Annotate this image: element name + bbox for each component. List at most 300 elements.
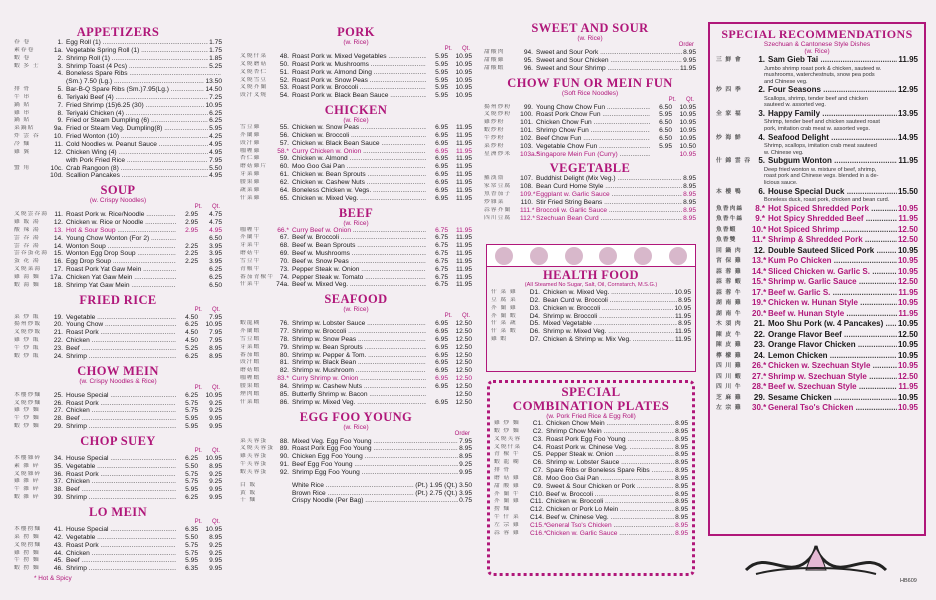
item-number: 86. — [279, 398, 289, 406]
item-number: 61. — [279, 171, 289, 179]
item-chinese-name: 叉燒菜湯 — [14, 266, 42, 273]
item-name: (Sm.) 7.50 (Lg.) ..... — [66, 78, 204, 86]
menu-item — [494, 475, 688, 483]
item-price: 4.95 — [209, 140, 222, 148]
item-name: Sweet and Sour Shrimp ..... — [536, 65, 679, 73]
item-price: 8.95 — [683, 191, 696, 199]
menu-item — [240, 399, 472, 407]
menu-item — [240, 367, 472, 375]
item-price: 10.95 — [897, 340, 918, 350]
item-number: 85. — [279, 390, 289, 398]
lotus-ornament-icon — [736, 540, 896, 580]
item-price: 4.25 — [209, 133, 222, 141]
item-description: Boneless duck, roast pork, chicken and bean curd. — [764, 197, 890, 204]
item-chinese-name: 羅漢齋 — [484, 175, 505, 182]
item-price: 14.95 — [897, 132, 918, 142]
chow-fun-title: CHOW FUN OR MEIN FUN — [507, 75, 673, 90]
item-number: 37. — [53, 478, 63, 486]
item-price-quart: 6.25 — [209, 273, 222, 281]
item-name: Roast Pork w. Black Bean Sauce ..... — [292, 92, 426, 100]
vegetable-title: VEGETABLE — [549, 161, 631, 176]
item-name: Crab Rangoon (8) ..... — [66, 165, 208, 173]
item-chinese-name: 蝦 炒 麵 — [14, 423, 40, 430]
item-name: Beef w. Broccoli ..... — [292, 234, 426, 242]
item-description: Shrimp, tender beef and chicken sauteed roast — [764, 119, 880, 126]
item-name: Vegetable ..... — [66, 463, 176, 471]
item-chinese-name: 蝦 卷 — [14, 54, 31, 61]
item-number: D4. — [529, 312, 540, 320]
item-number: 74. — [279, 273, 289, 281]
item-number: 19.* — [752, 298, 767, 308]
item-price-quart: 6.25 — [209, 266, 222, 274]
item-chinese-name: 芥 蘭 蝦 — [491, 312, 517, 319]
menu-item — [14, 117, 222, 125]
item-price-pint: 2.25 — [185, 250, 198, 258]
item-price-quart: 7.95 — [209, 329, 222, 337]
item-price-pint: 6.95 — [435, 367, 448, 375]
item-chinese-name: 牛 撈 麵 — [14, 557, 40, 564]
menu-item — [494, 451, 688, 459]
item-chinese-name — [14, 157, 50, 165]
item-chinese-name: 牛炒粉 — [484, 134, 505, 141]
menu-item — [14, 86, 222, 94]
item-number: 11.* — [752, 235, 766, 245]
item-name: Beef w. Hunan Style ..... — [768, 309, 897, 320]
menu-item — [14, 149, 222, 157]
item-price: 8.95 — [675, 467, 688, 475]
item-number: 3. — [57, 62, 63, 70]
item-name: Moo Goo Gai Pan ..... — [546, 475, 674, 483]
item-price-pint: 6.75 — [435, 226, 448, 234]
item-price: 10.95 — [897, 203, 918, 213]
item-chinese-name: 雞 蝦 — [491, 336, 508, 343]
item-chinese-name: 芽菜牛 — [240, 242, 261, 249]
item-price-pint: 6.95 — [435, 147, 448, 155]
item-price-pint: 6.95 — [435, 398, 448, 406]
item-name: with Pork Fried Rice ..... — [66, 157, 208, 165]
item-name: Roast Pork Chow Fun ..... — [536, 111, 650, 119]
menu-item — [14, 78, 222, 86]
item-price-quart: 3.95 — [209, 250, 222, 258]
item-name: Fried Wonton (10) ..... — [66, 133, 208, 141]
item-number: 5. — [758, 156, 765, 166]
item-name: Shrimp Chow Mein ..... — [546, 428, 674, 436]
item-number: C10. — [530, 490, 544, 498]
item-number: 52. — [279, 76, 289, 84]
menu-item — [484, 49, 696, 57]
item-name: Shrimp ..... — [66, 353, 176, 361]
combo-title-2: COMBINATION PLATES — [512, 398, 670, 413]
fried-rice-list — [14, 314, 222, 361]
item-price-pint: 6.75 — [435, 257, 448, 265]
item-chinese-name: 左 宗 雞 — [716, 405, 742, 412]
item-chinese-name: 檸 檬 雞 — [716, 352, 742, 359]
item-price: 8.95 — [683, 183, 696, 191]
chicken-title: CHICKEN — [324, 103, 388, 118]
item-number: 10.* — [752, 224, 767, 234]
menu-item — [240, 163, 472, 171]
item-price-quart: 8.95 — [209, 533, 222, 541]
item-price: 8.95 — [459, 453, 472, 461]
item-name: Fried Shrimp (15)6.25 (30) ..... — [66, 102, 204, 110]
item-number: C7. — [532, 467, 543, 475]
item-price-pint — [176, 282, 198, 290]
item-price: 10.95 — [674, 304, 691, 312]
item-chinese-name: 番茄蝦 — [240, 351, 261, 358]
item-number: 13.* — [752, 256, 767, 266]
item-price-quart: 12.50 — [455, 351, 472, 359]
menu-item — [14, 55, 222, 63]
soup-subtitle: (w. Crispy Noodles) — [89, 197, 147, 205]
menu-item — [716, 109, 918, 120]
item-name: Shrimp w. Broccoli ..... — [292, 328, 426, 336]
item-number — [276, 482, 292, 490]
item-price-quart: 10.95 — [455, 68, 472, 76]
item-price-pint: 6.95 — [435, 131, 448, 139]
menu-item — [494, 530, 688, 538]
item-number: 54. — [279, 92, 289, 100]
menu-item — [491, 297, 691, 305]
menu-item — [240, 92, 472, 100]
item-name: Chicken Yat Gaw Mein ..... — [66, 274, 176, 282]
item-price-pint — [176, 266, 198, 274]
item-description: licious sauce. — [764, 180, 798, 187]
menu-item — [240, 227, 472, 235]
menu-item — [14, 557, 222, 565]
menu-item — [494, 420, 688, 428]
item-name: Roast Pork ..... — [66, 329, 176, 337]
item-name: Broccoli w. Garlic Sauce ..... — [536, 207, 682, 215]
item-number: 101. — [520, 119, 533, 127]
menu-item — [14, 235, 222, 243]
item-name: Shrimp ..... — [66, 494, 176, 502]
item-number: 58.* — [277, 147, 289, 155]
menu-item — [14, 542, 222, 550]
menu-item — [240, 497, 472, 505]
health-food-list — [491, 289, 691, 344]
item-description: Shrimp, scallops, imitation crab meat sauteed — [764, 143, 877, 150]
item-number: 14. — [53, 234, 63, 242]
menu-item — [14, 337, 222, 345]
item-name: Shrimp w. Bean Sprouts ..... — [292, 344, 426, 352]
item-number: 10c. — [50, 164, 63, 172]
item-name: Beef w. Chinese Veg. ..... — [546, 514, 674, 522]
item-number: 103. — [520, 142, 533, 150]
item-price-pint: 6.95 — [435, 328, 448, 336]
menu-item — [494, 444, 688, 452]
item-number: 1a. — [53, 46, 63, 54]
item-price-quart: 9.25 — [209, 399, 222, 407]
item-name: Shrimp w. Broccoli ..... — [543, 313, 674, 321]
item-price-quart: 3.95 — [209, 258, 222, 266]
item-chinese-name: 芥 蘭 雞 — [491, 304, 517, 311]
item-chinese-name: 蝦 龍 糊 — [494, 459, 520, 466]
item-name: Beef w. Bean Sprouts ..... — [292, 242, 426, 250]
item-chinese-name: 排 骨 — [14, 86, 31, 93]
menu-item — [491, 305, 691, 313]
item-name: Sesame Chicken ..... — [768, 393, 897, 404]
item-number: 88. — [279, 437, 289, 445]
menu-item — [716, 298, 918, 309]
item-price-pint: 5.95 — [435, 76, 448, 84]
item-chinese-name: 什菜蝦 — [240, 398, 261, 405]
menu-item — [716, 235, 918, 246]
item-name: Stir Fried String Beans ..... — [536, 199, 682, 207]
seafood-title: SEAFOOD — [324, 292, 388, 307]
item-name: Teriyaki Chicken (4) ..... — [66, 110, 208, 118]
item-number: 76. — [279, 320, 289, 328]
chow-fun-list — [484, 104, 696, 159]
pork-list — [240, 53, 472, 100]
item-number: 21. — [53, 329, 63, 337]
item-name: Brown Rice ..... — [292, 490, 414, 498]
item-name: Chicken ..... — [66, 478, 176, 486]
specials-list — [716, 55, 918, 414]
item-price: 6.25 — [209, 117, 222, 125]
menu-item — [716, 225, 918, 236]
item-price: 10.95 — [897, 392, 918, 402]
item-chinese-name — [14, 172, 50, 180]
item-number: 29. — [753, 392, 765, 402]
item-name: Shrimp w. Mushroom ..... — [292, 367, 426, 375]
item-number: C16.* — [530, 529, 547, 537]
item-number: 14. — [53, 242, 63, 250]
item-name: Chicken w. Almond ..... — [292, 155, 426, 163]
item-price: 12.50 — [897, 277, 918, 287]
item-name: House Special ..... — [66, 455, 176, 463]
menu-item — [14, 47, 222, 55]
item-number: 2. — [758, 85, 765, 95]
item-price-pint — [426, 391, 448, 399]
menu-item — [716, 351, 918, 362]
menu-item — [716, 361, 918, 372]
item-name: Beef w. Snow Peas ..... — [292, 258, 426, 266]
item-number: 108. — [520, 183, 533, 191]
item-price-pint: 2.95 — [185, 211, 198, 219]
item-name: Chicken w. Broccoli ..... — [292, 132, 426, 140]
item-price-pint: 6.75 — [435, 242, 448, 250]
item-number: C1. — [532, 420, 543, 427]
item-name: Roast Pork Yat Gaw Mein ..... — [66, 266, 176, 274]
item-chinese-name: 番茄青椒牛 — [240, 273, 274, 280]
item-number: D6. — [529, 328, 540, 336]
menu-item — [240, 242, 472, 250]
menu-item — [484, 199, 696, 207]
item-name: Roast Pork w. Snow Peas ..... — [292, 77, 426, 85]
menu-item — [14, 94, 222, 102]
item-name: Shrimp w. Snow Peas ..... — [292, 336, 426, 344]
item-price-pint: 6.95 — [435, 351, 448, 359]
item-price-quart: 10.95 — [455, 60, 472, 68]
item-number: 27. — [53, 407, 63, 415]
menu-item — [14, 211, 222, 219]
menu-item — [14, 274, 222, 282]
item-chinese-name: 黃 飯 — [240, 489, 257, 496]
item-price-quart: 11.95 — [455, 178, 472, 186]
item-price-pint: 6.35 — [185, 525, 198, 533]
item-number: 7. — [57, 101, 63, 109]
menu-item — [14, 353, 222, 361]
menu-item — [14, 70, 222, 78]
item-chinese-name: 甜酸肉 — [484, 49, 505, 55]
menu-item — [484, 119, 696, 127]
item-name: Sam Gieb Tai ..... — [768, 55, 897, 66]
item-chinese-name: 炒雜菜 — [484, 198, 505, 205]
menu-item — [14, 526, 222, 534]
item-number — [50, 157, 66, 165]
sweet-sour-list — [484, 49, 696, 73]
menu-item — [14, 407, 222, 415]
item-price: 10.95 — [897, 361, 918, 371]
item-name: Vegetable Chow Fun ..... — [536, 143, 650, 151]
menu-item — [716, 403, 918, 414]
item-price-quart: 11.95 — [455, 281, 472, 289]
item-chinese-name: 蘑菇雞片 — [240, 163, 268, 170]
item-chinese-name: 雪豆蝦 — [240, 335, 261, 342]
item-chinese-name: 雞 炒 飯 — [14, 337, 40, 344]
item-name: Hot Spiced Shredded Pork ..... — [768, 204, 897, 215]
menu-item — [716, 288, 918, 299]
item-chinese-name: 煙肉蝦 — [240, 390, 261, 397]
item-number: 15. — [53, 250, 63, 258]
item-name: Roast Pork w. Rice/Noodle ..... — [66, 211, 176, 219]
item-number: 73. — [279, 265, 289, 273]
item-number — [276, 490, 292, 498]
item-price: 8.95 — [678, 296, 691, 304]
item-price: 8.95 — [683, 49, 696, 56]
menu-item — [491, 320, 691, 328]
item-number: 34. — [53, 454, 63, 462]
item-number: D2. — [529, 296, 540, 304]
item-name: Sweet & Sour Chicken or Pork ..... — [546, 483, 674, 491]
item-name: Orange Flavor Chicken ..... — [768, 340, 897, 351]
item-name: Shrimp w. Mixed Veg. ..... — [543, 328, 674, 336]
menu-item — [494, 491, 688, 499]
item-number: 77. — [279, 328, 289, 336]
item-price-quart: 8.95 — [209, 345, 222, 352]
item-price-pint: 6.50 — [659, 103, 672, 111]
item-name: Young Chow ..... — [66, 321, 176, 329]
item-name: Buddhist Delight (Mix Veg.) ..... — [536, 175, 682, 183]
seafood-size-header: Pt. Qt. — [444, 313, 470, 320]
item-price-pint: 6.75 — [435, 234, 448, 242]
item-number: 1. — [57, 39, 63, 46]
item-number: 39. — [53, 494, 63, 502]
item-chinese-name: 牛 什 菜 — [494, 514, 520, 521]
item-price: 10.95 — [674, 289, 691, 296]
item-price: 8.95 — [683, 214, 696, 222]
item-name: Chicken w. Cashew Nuts ..... — [292, 179, 426, 187]
item-chinese-name: 本 樓 鴨 — [716, 188, 742, 195]
item-chinese-name: 雲 吞 湯 — [14, 234, 40, 241]
menu-item — [240, 453, 472, 461]
item-number: 9. — [57, 117, 63, 125]
item-number: 82. — [279, 367, 289, 375]
item-price: 8.95 — [675, 521, 688, 529]
item-chinese-name: 本樓炒麵 — [14, 391, 42, 398]
hot-spicy-note: * Hot & Spicy — [34, 575, 72, 583]
item-name: Shrimp Chow Fun ..... — [536, 127, 650, 135]
item-number: C8. — [532, 474, 543, 482]
item-chinese-name: 木 須 肉 — [716, 321, 742, 328]
chop-suey-list — [14, 455, 222, 502]
menu-item — [716, 393, 918, 404]
item-chinese-name: 芥蘭牛 — [240, 234, 261, 241]
item-number: 95. — [523, 56, 533, 64]
item-price-pint: 6.95 — [435, 375, 448, 383]
item-price-quart: 10.95 — [205, 321, 222, 329]
item-price-quart: 11.95 — [455, 234, 472, 242]
menu-item — [14, 345, 222, 353]
item-number: 22. — [53, 337, 63, 345]
item-chinese-name: 全 家 福 — [716, 110, 742, 117]
item-number: 41. — [53, 525, 63, 533]
item-number — [276, 497, 292, 505]
item-price: 11.95 — [898, 382, 918, 392]
item-name: Shrimp & Shredded Pork ..... — [768, 235, 897, 246]
fried-rice-title: FRIED RICE — [79, 292, 157, 307]
item-name: Shrimp Roll (1) ..... — [66, 55, 208, 63]
item-name: Chicken & Shrimp w. Mix Veg. ..... — [543, 336, 674, 344]
item-number: 69. — [279, 250, 289, 258]
item-price: 5.25 — [209, 62, 222, 70]
item-price-pint: 2.25 — [185, 242, 198, 250]
item-chinese-name: 腰果蝦 — [240, 383, 261, 389]
item-price-quart: 12.50 — [455, 367, 472, 375]
item-name: Chicken w. Black Bean Sauce ..... — [292, 140, 426, 148]
item-name: Beef ..... — [66, 415, 176, 423]
item-price-quart: 8.95 — [209, 462, 222, 470]
item-name: Roast Pork w. Broccoli ..... — [292, 84, 426, 92]
item-description: Scallops, shrimp, tender beef and chicken — [764, 95, 868, 102]
item-chinese-name: 豉汁叉燒 — [240, 92, 268, 99]
item-number: D7. — [529, 336, 540, 344]
item-name: Chicken w. Broccoli ..... — [546, 498, 674, 506]
item-price-quart: 11.95 — [455, 257, 472, 265]
item-number: 12. — [53, 148, 63, 156]
menu-item — [14, 463, 222, 471]
item-chinese-name: 蟹 角 — [14, 164, 31, 171]
item-chinese-name: 菜 炒 飯 — [14, 313, 40, 320]
item-price: 11.95 — [674, 336, 691, 344]
menu-item — [14, 314, 222, 322]
item-chinese-name: 咖喱雞 — [240, 147, 261, 154]
menu-item — [14, 102, 222, 110]
item-number: 17a. — [50, 273, 63, 281]
dancer-icon — [669, 247, 687, 265]
item-price: 8.95 — [459, 445, 472, 453]
item-price-quart: 9.25 — [209, 478, 222, 486]
menu-item — [494, 522, 688, 530]
item-chinese-name: 春 卷 — [14, 39, 31, 45]
item-name: Shrimp w. Pepper & Tom. ..... — [292, 352, 426, 360]
item-chinese-name: 牛 雜 碎 — [14, 486, 40, 493]
menu-item — [240, 258, 472, 266]
item-chinese-name: 蝦 雜 碎 — [14, 494, 40, 501]
item-chinese-name: 白 飯 — [240, 481, 257, 488]
item-number: 92. — [279, 468, 289, 476]
item-price-pint: 4.50 — [185, 313, 198, 321]
special-recommendations-box — [708, 22, 926, 536]
item-price: (Pt.) 1.95 (Qt.) 3.50 — [415, 481, 472, 489]
menu-item — [484, 104, 696, 112]
item-price-quart: 9.95 — [209, 557, 222, 565]
item-price-pint: 5.95 — [435, 68, 448, 76]
menu-item — [14, 400, 222, 408]
item-number: 62. — [279, 178, 289, 186]
item-chinese-name: 湖 南 雞 — [716, 300, 742, 307]
item-name: Beef ..... — [66, 557, 176, 565]
